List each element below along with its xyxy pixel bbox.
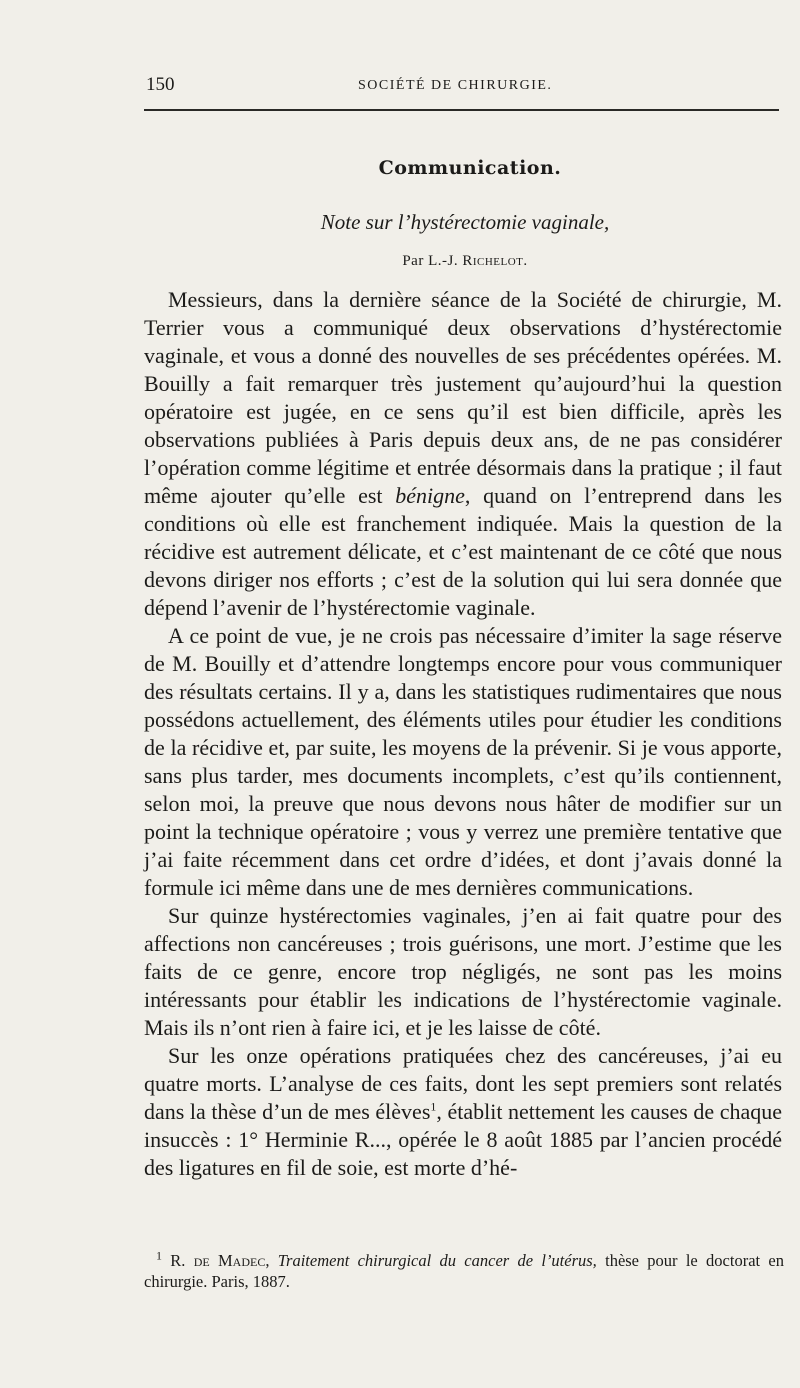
running-head: SOCIÉTÉ DE CHIRURGIE. — [358, 78, 553, 93]
page-header — [146, 72, 777, 102]
author-prefix: Par L.-J. — [402, 253, 463, 269]
footnote-marker: 1 — [156, 1248, 162, 1263]
paragraph-4 — [144, 1042, 782, 1182]
paragraph-1 — [144, 286, 782, 622]
note-title: Note sur l’hystérectomie vaginale, — [320, 210, 610, 234]
paragraph-2: A ce point de vue, je ne crois pas nécessaire d’imiter la sage réserve de M. Bouilly et d’attendre longtemps encore pour vous communiquer des résultats certains. Il y a, dans les statistiques rudimentaires que nous possédons actuellement, des éléments utiles pour étudier les conditions de la récidive et, par suite, les moyens de la prévenir. Si je vous apporte, sans plus tarder, mes documents incomplets, c’est qu’ils contiennent, selon moi, la preuve que nous devons nous hâter de modifier sur un point la technique opératoire ; vous y verrez une première tentative que j’ai faite récemment dans cet ordre d’idées, et dont j’avais donné la formule ici même dans une de mes dernières communications. — [144, 623, 782, 900]
paragraph-1-text-a: Messieurs, dans la dernière séance de la Société de chirurgie, M. Terrier vous a communiqué deux observations d’hystérectomie vaginale, et vous a donné des nouvelles de ses précédentes opérées. M. Bouilly a fait remarquer très justement qu’aujourd’hui la question opératoire est jugée, en ce sens qu’il est bien difficile, après les observations publiées à Paris depuis deux ans, de ne pas considérer l’opération comme légitime et entrée désormais dans la pratique ; il faut même ajouter qu’elle est — [144, 287, 782, 508]
footnote — [144, 1250, 784, 1292]
section-title: Communication. — [378, 157, 562, 179]
paragraph-1-text-b: , quand on l’entreprend dans les conditions où elle est franchement indiquée. Mais la question de la récidive est autrement délicate, et c’est maintenant de ce côté que nous devons diriger nos efforts ; c’est de la solution qui lui sera donnée que dépend l’avenir de l’hystérectomie vaginale. — [144, 483, 783, 620]
header-rule — [144, 109, 779, 111]
footnote-title: Traitement chirurgical du cancer de l’utérus, — [277, 1251, 597, 1270]
paragraph-4-text-b: , établit nettement les causes de chaque insuccès : 1° Herminie R..., opérée le 8 août 1885 par l’ancien procédé des ligatures en fil de soie, est morte d’hé- — [144, 1099, 783, 1180]
paragraph-4-text-a: Sur les onze opérations pratiquées chez des cancéreuses, j’ai eu quatre morts. L’analyse de ces faits, dont les sept premiers sont relatés dans la thèse d’un de mes élèves — [144, 1043, 782, 1124]
paragraph-3: Sur quinze hystérectomies vaginales, j’en ai fait quatre pour des affections non cancéreuses ; trois guérisons, une mort. J’estime que les faits de ce genre, encore trop négligés, ne sont pas les moins intéressants pour établir les indications de l’hystérectomie vaginale. Mais ils n’ont rien à faire ici, et je les laisse de côté. — [144, 903, 782, 1040]
author-name: Richelot. — [462, 253, 528, 269]
footnote-rest: thèse pour le doctorat en chirurgie. Paris, 1887. — [144, 1251, 784, 1291]
footnote-author: R. de Madec, — [162, 1251, 278, 1270]
paragraph-1-emphasis: bénigne — [395, 483, 465, 508]
body-text — [144, 286, 782, 1182]
page-number: 150 — [146, 74, 175, 95]
author-line — [0, 253, 800, 270]
footnote-reference: 1 — [430, 1099, 437, 1114]
